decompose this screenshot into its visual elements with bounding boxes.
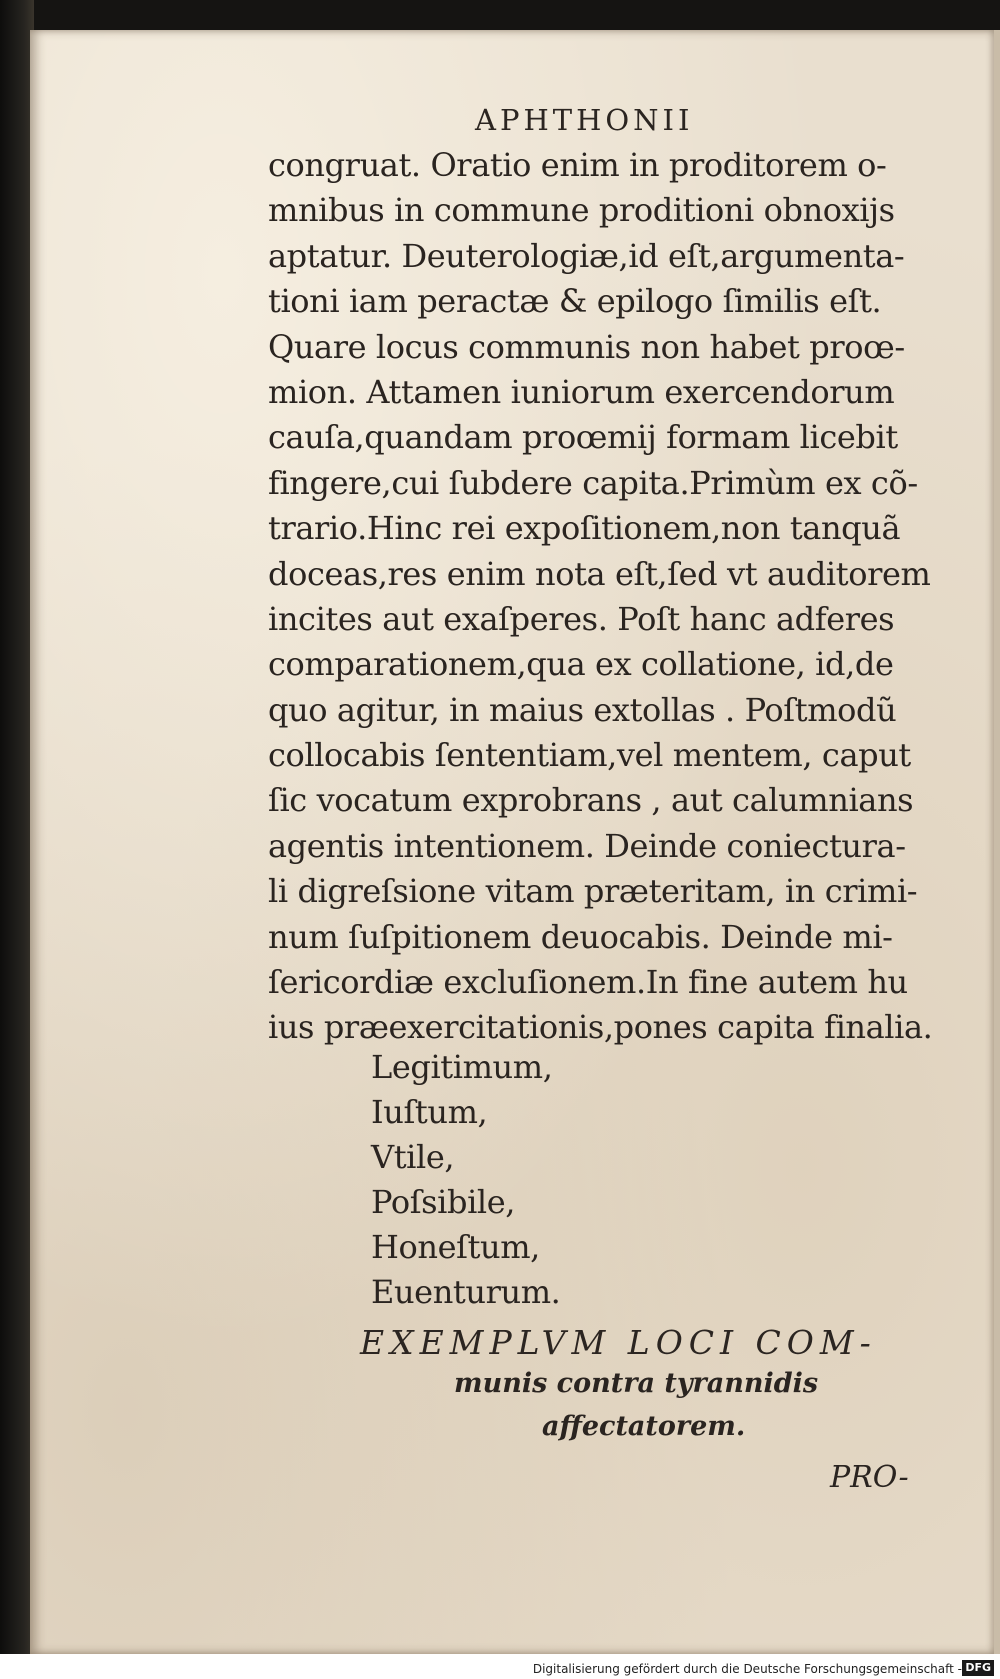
- text-line: tioni iam peractæ & epilogo ſimilis eſt.: [268, 282, 882, 321]
- text-line: quo agitur, in maius extollas . Poſtmodũ: [268, 690, 897, 729]
- book-page: [30, 30, 994, 1654]
- list-item: Iuſtum,: [371, 1093, 488, 1131]
- text-line: agentis intentionem. Deinde coniectura-: [268, 826, 906, 865]
- digitization-credit: Digitalisierung gefördert durch die Deutsche Forschungsgemeinschaft -: [532, 1662, 962, 1676]
- list-item: Euenturum.: [371, 1273, 561, 1311]
- list-item: Honeſtum,: [371, 1228, 540, 1266]
- catchword: PRO-: [830, 1460, 909, 1495]
- text-line: cauſa,quandam proœmij formam licebit: [268, 418, 898, 457]
- dfg-logo: DFG: [962, 1660, 994, 1676]
- page-edge: [994, 30, 1000, 1654]
- running-header: APHTHONII: [475, 103, 694, 137]
- text-line: aptatur. Deuterologiæ,id eſt,argumenta-: [268, 236, 905, 275]
- body-text: [268, 143, 988, 1051]
- text-line: trario.Hinc rei expoſitionem,non tanquã: [268, 509, 901, 548]
- text-line: collocabis ſententiam,vel mentem, caput: [268, 736, 911, 775]
- example-subtitle-line-2: affectatorem.: [542, 1411, 746, 1442]
- list-item: Vtile,: [371, 1138, 455, 1176]
- list-item: Poſsibile,: [371, 1183, 516, 1221]
- text-line: congruat. Oratio enim in proditorem o-: [268, 146, 887, 184]
- scan-top-band: [0, 0, 1000, 30]
- list-item: Legitimum,: [371, 1048, 553, 1086]
- text-line: num ſuſpitionem deuocabis. Deinde mi-: [268, 917, 893, 956]
- text-line: ſic vocatum exprobrans , aut calumnians: [268, 781, 914, 820]
- text-line: incites aut exaſperes. Poſt hanc adferes: [268, 599, 895, 638]
- example-subtitle-line-1: munis contra tyrannidis: [454, 1368, 819, 1399]
- text-line: doceas,res enim nota eſt,ſed vt auditorem: [268, 554, 931, 593]
- text-line: ius præexercitationis,pones capita finalia.: [268, 1008, 933, 1047]
- text-line: mion. Attamen iuniorum exercendorum: [268, 372, 895, 411]
- example-title: EXEMPLVM LOCI COM-: [360, 1323, 877, 1362]
- text-line: mnibus in commune proditioni obnoxijs: [268, 191, 895, 230]
- text-line: fingere,cui ſubdere capita.Primùm ex cõ-: [268, 463, 918, 502]
- text-line: comparationem,qua ex collatione, id,de: [268, 645, 894, 684]
- text-line: Quare locus communis non habet proœ-: [268, 327, 905, 366]
- final-heads-list: [371, 1045, 560, 1315]
- text-line: ſericordiæ excluſionem.In fine autem hu: [268, 963, 908, 1002]
- book-spine: [0, 0, 34, 1679]
- text-line: li digreſsione vitam præteritam, in crimi-: [268, 872, 918, 911]
- page-text: [30, 30, 994, 1654]
